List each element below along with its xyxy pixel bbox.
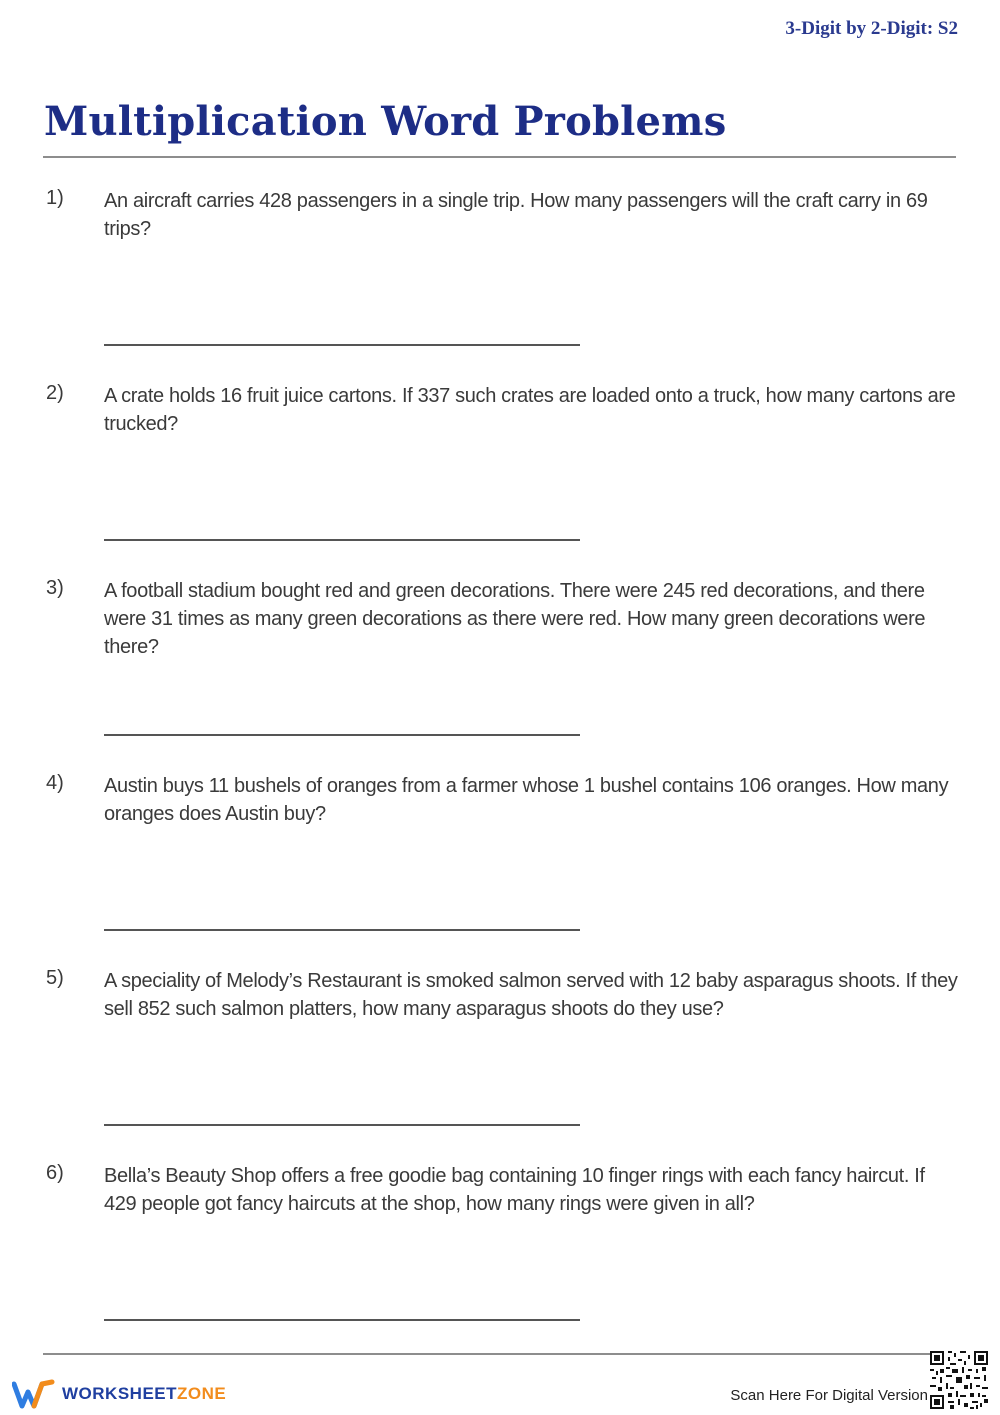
answer-line[interactable] <box>104 539 580 541</box>
answer-line[interactable] <box>104 1319 580 1321</box>
question-number: 4) <box>46 772 64 794</box>
brand-name-part2: ZONE <box>177 1384 227 1403</box>
question-text: Austin buys 11 bushels of oranges from a farmer whose 1 bushel contains 106 oranges. How many oranges does Austin buy? <box>104 775 949 825</box>
answer-line[interactable] <box>104 344 580 346</box>
answer-line[interactable] <box>104 1124 580 1126</box>
question-text: Bella’s Beauty Shop offers a free goodie bag containing 10 finger rings with each fancy haircut. If 429 people got fancy haircuts at the shop, how many rings were given in all? <box>104 1165 925 1215</box>
question-number: 3) <box>46 577 64 599</box>
brand-logo[interactable] <box>12 1378 226 1410</box>
page-title: Multiplication Word Problems <box>44 98 727 145</box>
brand-name-part1: WORKSHEET <box>62 1384 177 1403</box>
answer-line[interactable] <box>104 929 580 931</box>
brand-name <box>62 1384 226 1404</box>
question-number: 1) <box>46 187 64 209</box>
answer-line[interactable] <box>104 734 580 736</box>
question-text: A speciality of Melody’s Restaurant is smoked salmon served with 12 baby asparagus shoots. If they sell 852 such salmon platters, how many asparagus shoots do they use? <box>104 970 958 1020</box>
question-text: A football stadium bought red and green decorations. There were 245 red decorations, and there were 31 times as many green decorations as there were red. How many green decorations were there? <box>104 580 926 658</box>
question-number: 5) <box>46 967 64 989</box>
worksheet-level-label: 3-Digit by 2-Digit: S2 <box>785 18 958 39</box>
scan-instruction: Scan Here For Digital Version <box>730 1387 928 1404</box>
question-number: 6) <box>46 1162 64 1184</box>
question-text: An aircraft carries 428 passengers in a single trip. How many passengers will the craft carry in 69 trips? <box>104 190 928 240</box>
worksheetzone-logo-icon <box>12 1378 56 1410</box>
question-text: A crate holds 16 fruit juice cartons. If 337 such crates are loaded onto a truck, how many cartons are trucked? <box>104 385 956 435</box>
footer-divider <box>43 1353 956 1355</box>
question-number: 2) <box>46 382 64 404</box>
header-divider <box>43 156 956 158</box>
qr-code-icon[interactable] <box>930 1351 988 1409</box>
